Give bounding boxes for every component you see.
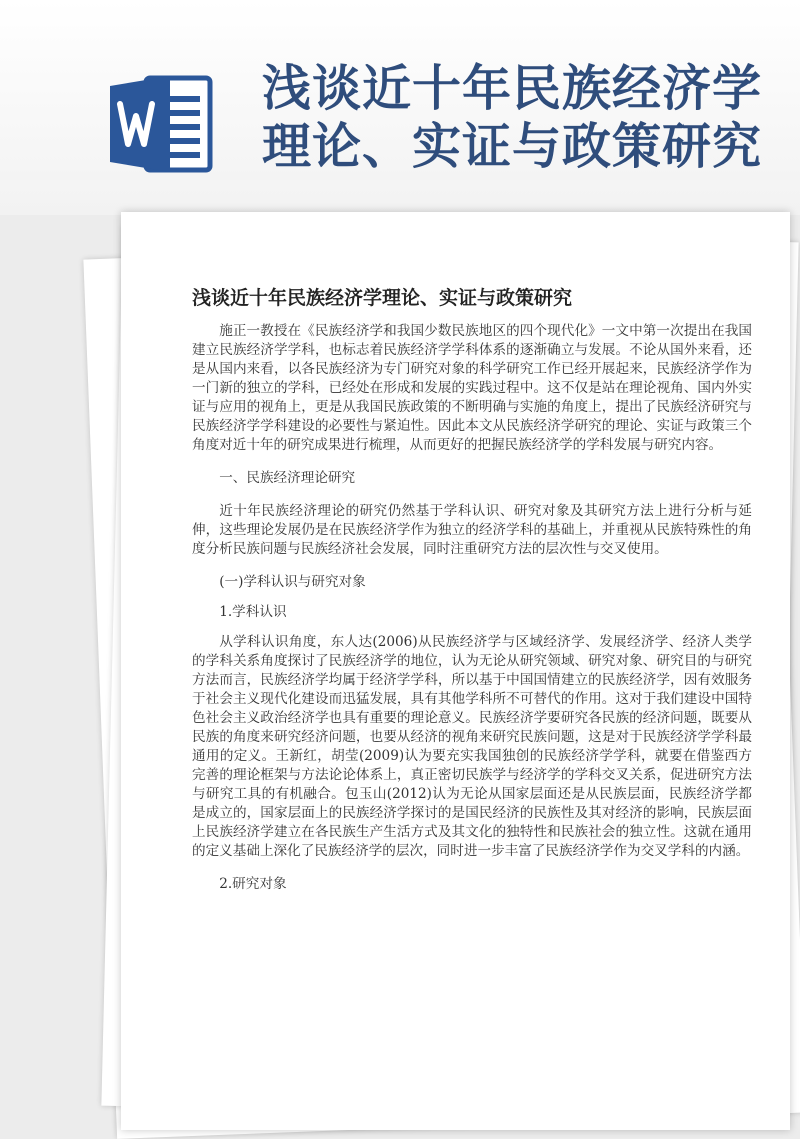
banner-title [262,60,782,176]
subsection-heading: 2.研究对象 [219,876,287,892]
banner-title-line1: 浅谈近十年民族经济学 [262,60,763,117]
section-heading: 一、民族经济理论研究 [219,470,356,486]
document-title: 浅谈近十年民族经济学理论、实证与政策研究 [192,287,573,309]
banner [0,0,800,215]
paragraph: 从学科认识角度，东人达(2006)从民族经济学与区域经济学、发展经济学、经济人类学的学科关系角度探讨了民族经济学的地位，认为无论从研究领域、研究对象、研究目的与研究方法而言，民族经济学均属于经济学学科，所以基于中国国情建立的民族经济学，因有效服务于社会主义现代化建设而迅猛发展，具有其他学科所不可替代的作用。这对于我们建设中国特色社会主义政治经济学也具有重要的理论意义。民族经济学要研究各民族的经济问题，既要从民族的角度来研究经济问题，也要从经济的视角来研究民族问题，这是对于民族经济学学科最通用的定义。王新红，胡莹(2009)认为要充实我国独创的民族经济学学科，就要在借鉴西方完善的理论框架与方法论论体系上，真正密切民族学与经济学的学科交叉关系，促进研究方法与研究工具的有机融合。包玉山(2012)认为无论从国家层面还是从民族层面，民族经济学都是成立的，国家层面上的民族经济学探讨的是国民经济的民族性及其对经济的影响，民族层面上民族经济学建立在各民族生产生活方式及其文化的独特性和民族社会的独立性。这就在通用的定义基础上深化了民族经济学的层次，同时进一步丰富了民族经济学作为交叉学科的内涵。 [192,634,752,859]
document-body [192,322,752,894]
document-page [121,212,790,1130]
subsection-heading: 1.学科认识 [219,604,287,620]
subsection-heading: (一)学科认识与研究对象 [219,574,366,590]
paragraph: 施正一教授在《民族经济学和我国少数民族地区的四个现代化》一文中第一次提出在我国建立民族经济学学科，也标志着民族经济学学科体系的逐渐确立与发展。不论从国外来看，还是从国内来看，以各民族经济为专门研究对象的科学研究工作已经开展起来，民族经济学作为一门新的独立的学科，已经处在形成和发展的实践过程中。这不仅是站在理论视角、国内外实证与应用的视角上，更是从我国民族政策的不断明确与实施的角度上，提出了民族经济研究与民族经济学学科建设的必要性与紧迫性。因此本文从民族经济学研究的理论、实证与政策三个角度对近十年的研究成果进行梳理，从而更好的把握民族经济学的学科发展与研究内容。 [192,323,752,453]
banner-title-line2: 理论、实证与政策研究 [262,118,763,175]
paragraph: 近十年民族经济理论的研究仍然基于学科认识、研究对象及其研究方法上进行分析与延伸，这些理论发展仍是在民族经济学作为独立的经济学科的基础上，并重视从民族特殊性的角度分析民族问题与民族经济社会发展，同时注重研究方法的层次性与交叉使用。 [192,503,752,557]
word-document-icon [108,70,214,176]
